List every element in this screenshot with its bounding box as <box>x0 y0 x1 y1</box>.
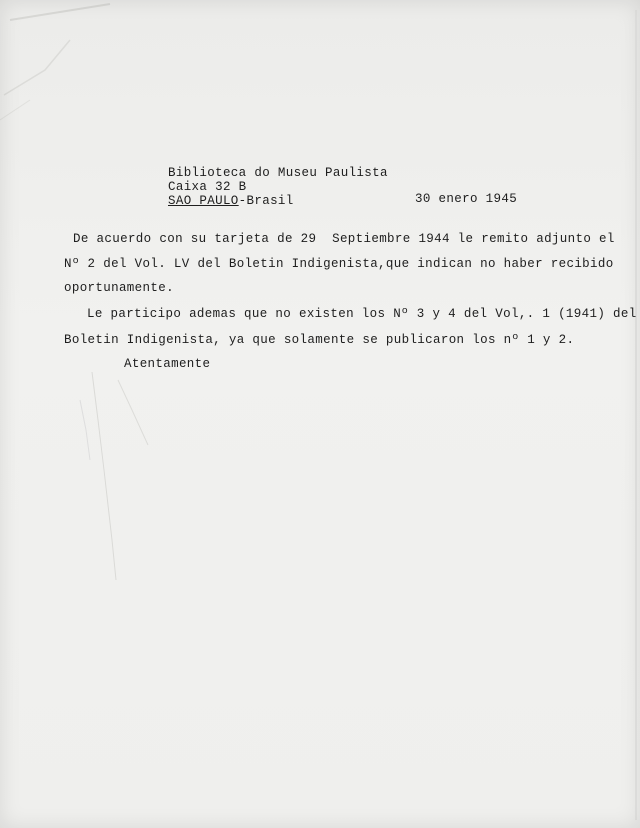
body-line-1: De acuerdo con su tarjeta de 29 Septiembre 1944 le remito adjunto el <box>73 232 615 246</box>
body-line-5: Boletin Indigenista, ya que solamente se publicaron los nº 1 y 2. <box>64 333 575 347</box>
closing-salutation: Atentamente <box>124 357 211 371</box>
body-line-4: Le participo ademas que no existen los Nº 3 y 4 del Vol,. 1 (1941) del <box>87 307 637 321</box>
letter-date: 30 enero 1945 <box>415 192 518 206</box>
address-line-city <box>168 194 294 208</box>
address-line-institution: Biblioteca do Museu Paulista <box>168 166 388 180</box>
address-country: -Brasil <box>238 194 294 208</box>
body-line-3: oportunamente. <box>64 281 174 295</box>
address-city: SAO PAULO <box>168 194 239 208</box>
body-line-2: Nº 2 del Vol. LV del Boletin Indigenista,que indican no haber recibido <box>64 257 614 271</box>
address-line-box: Caixa 32 B <box>168 180 247 194</box>
